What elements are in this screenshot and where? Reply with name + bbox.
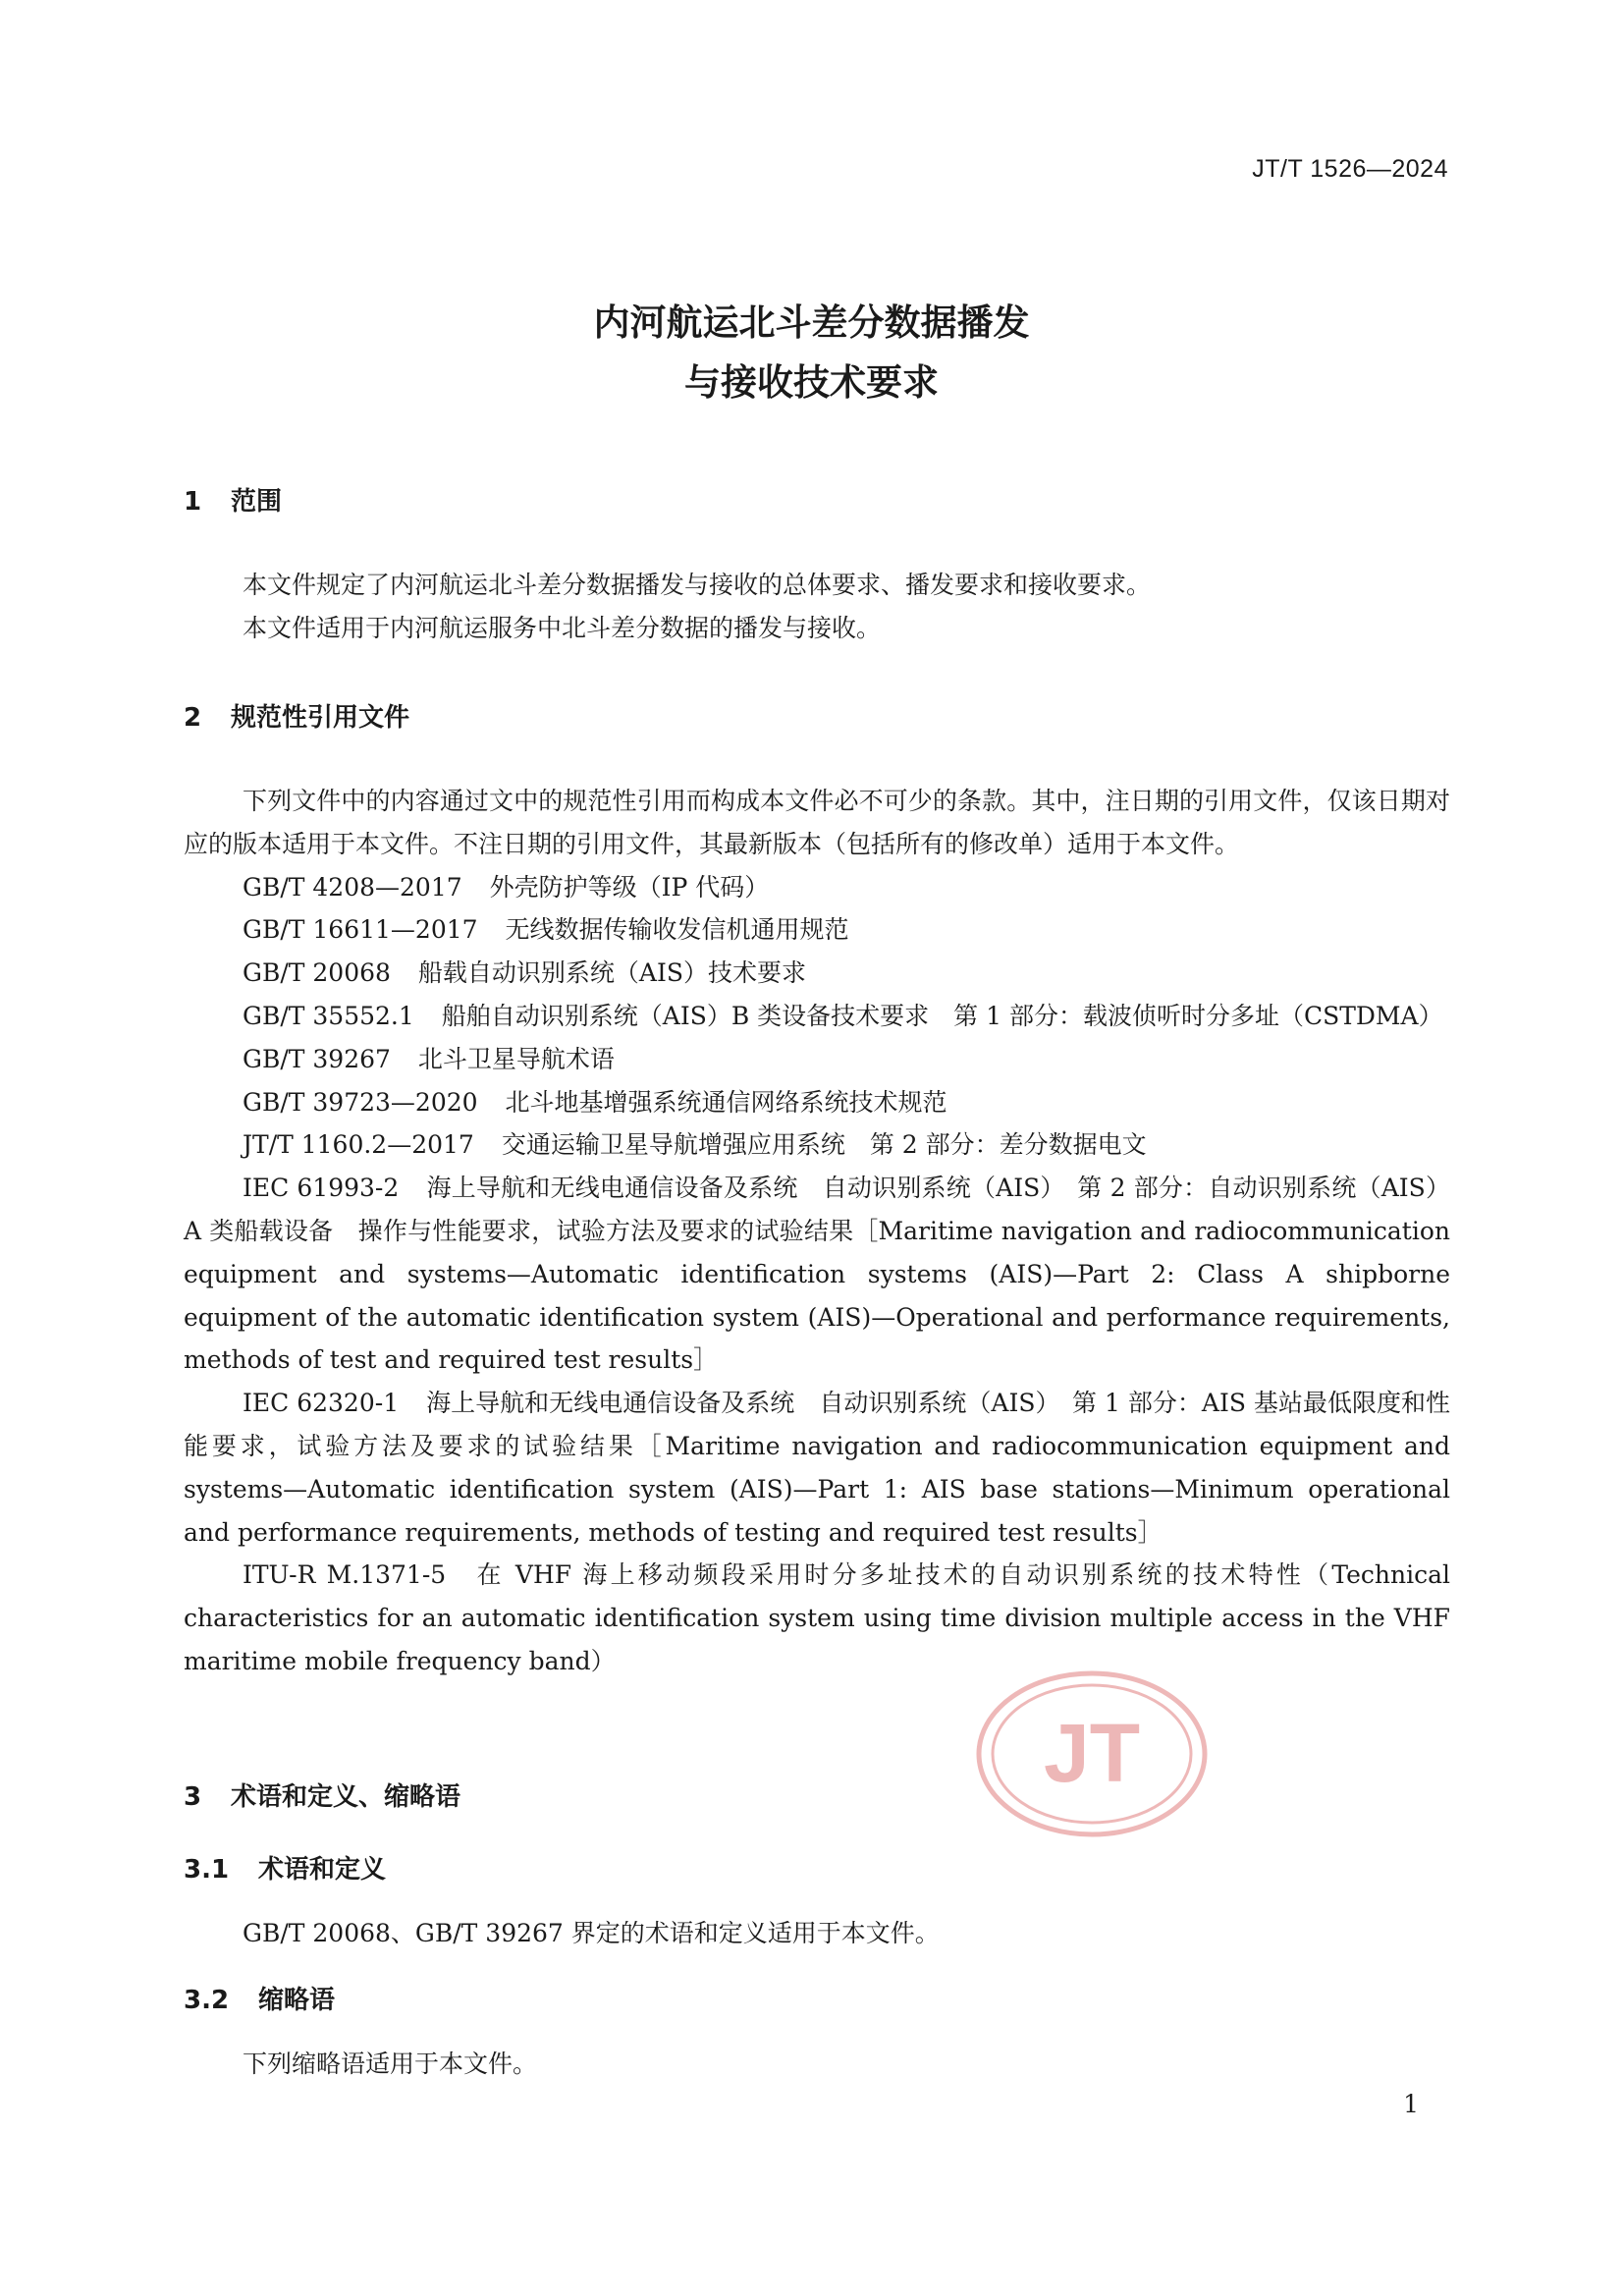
reference-item (184, 1123, 1450, 1167)
title-line-1: 内河航运北斗差分数据播发 (593, 301, 1030, 344)
subsection-title: 术语和定义 (258, 1855, 387, 1885)
reference-code: JT/T 1160.2—2017 (243, 1130, 474, 1160)
reference-title: 船载自动识别系统（AIS）技术要求 (417, 958, 806, 988)
section-2-heading (184, 697, 409, 734)
jt-seal-logo-icon (975, 1669, 1209, 1838)
reference-code: IEC 61993-2 (243, 1174, 400, 1203)
subsection-title: 缩略语 (258, 1986, 336, 2015)
section-2-body (184, 780, 1450, 1683)
reference-title: 海上导航和无线电通信设备及系统 自动识别系统（AIS） 第 2 部分：自动识别系统（AIS）A 类船载设备 操作与性能要求，试验方法及要求的试验结果［Maritime navigation and radiocommunication equipment and systems—Automatic identification systems (AIS)—Part 2: Class A shipborne equipment of the automatic identification system (AIS)—Operational and performance requirements, methods of test and required test results］ (184, 1174, 1450, 1375)
subsection-number: 3.2 (184, 1986, 230, 2015)
reference-item (184, 952, 1450, 995)
reference-code: GB/T 4208—2017 (243, 872, 462, 902)
section-number: 3 (184, 1782, 202, 1812)
section-title: 术语和定义、缩略语 (231, 1782, 461, 1812)
section-3-1-body (184, 1912, 1450, 1955)
reference-item (184, 1382, 1450, 1554)
reference-code: IEC 62320-1 (243, 1389, 400, 1418)
section-number: 1 (184, 487, 202, 517)
reference-item (184, 1081, 1450, 1124)
section-3-2-body (184, 2043, 1450, 2086)
paragraph: GB/T 20068、GB/T 39267 界定的术语和定义适用于本文件。 (243, 1919, 940, 1947)
reference-code: GB/T 39267 (243, 1044, 391, 1073)
section-title: 规范性引用文件 (231, 703, 410, 733)
section-1-body (184, 564, 1450, 650)
subsection-number: 3.1 (184, 1855, 230, 1885)
reference-title: 船舶自动识别系统（AIS）B 类设备技术要求 第 1 部分：载波侦听时分多址（CSTDMA） (441, 1001, 1443, 1030)
reference-code: GB/T 20068 (243, 958, 391, 988)
reference-title: 交通运输卫星导航增强应用系统 第 2 部分：差分数据电文 (501, 1130, 1147, 1160)
reference-code: GB/T 35552.1 (243, 1001, 414, 1030)
reference-code: GB/T 39723—2020 (243, 1087, 478, 1117)
section-3-heading (184, 1777, 460, 1813)
section-title: 范围 (231, 487, 283, 517)
reference-title: 外壳防护等级（IP 代码） (489, 872, 770, 902)
reference-title: 北斗地基增强系统通信网络系统技术规范 (505, 1087, 947, 1117)
reference-item (184, 995, 1450, 1038)
paragraph: 本文件适用于内河航运服务中北斗差分数据的播发与接收。 (243, 613, 882, 642)
reference-title: 无线数据传输收发信机通用规范 (505, 915, 849, 945)
title-line-2: 与接收技术要求 (684, 361, 939, 404)
reference-title: 北斗卫星导航术语 (417, 1044, 615, 1073)
section-3-2-heading (184, 1980, 335, 2016)
paragraph: 本文件规定了内河航运北斗差分数据播发与接收的总体要求、播发要求和接收要求。 (243, 571, 1152, 599)
document-code: JT/T 1526—2024 (1252, 155, 1448, 183)
section-3-1-heading (184, 1849, 386, 1886)
reference-item (184, 908, 1450, 952)
paragraph: 下列缩略语适用于本文件。 (243, 2050, 538, 2078)
reference-code: ITU-R M.1371-5 (243, 1560, 447, 1590)
reference-item (184, 1554, 1450, 1682)
section-1-heading (184, 481, 282, 518)
reference-item (184, 1038, 1450, 1081)
svg-text:JT: JT (1043, 1707, 1141, 1799)
reference-title: 在 VHF 海上移动频段采用时分多址技术的自动识别系统的技术特性（Technical characteristics for an automatic identification system using time division multiple access in the VHF maritime mobile frequency band） (184, 1560, 1450, 1675)
reference-title: 海上导航和无线电通信设备及系统 自动识别系统（AIS） 第 1 部分：AIS 基站最低限度和性能要求，试验方法及要求的试验结果［Maritime navigation and radiocommunication equipment and systems—Automatic identification system (AIS)—Part 1: AIS base stations—Minimum operational and performance requirements, methods of testing and required test results］ (184, 1389, 1450, 1547)
page-number: 1 (1403, 2090, 1419, 2118)
document-title (0, 293, 1623, 412)
section-number: 2 (184, 703, 202, 733)
paragraph: 下列文件中的内容通过文中的规范性引用而构成本文件必不可少的条款。其中，注日期的引用文件，仅该日期对应的版本适用于本文件。不注日期的引用文件，其最新版本（包括所有的修改单）适用于本文件。 (184, 787, 1450, 858)
reference-item (184, 1167, 1450, 1382)
reference-item (184, 866, 1450, 909)
reference-code: GB/T 16611—2017 (243, 915, 478, 945)
